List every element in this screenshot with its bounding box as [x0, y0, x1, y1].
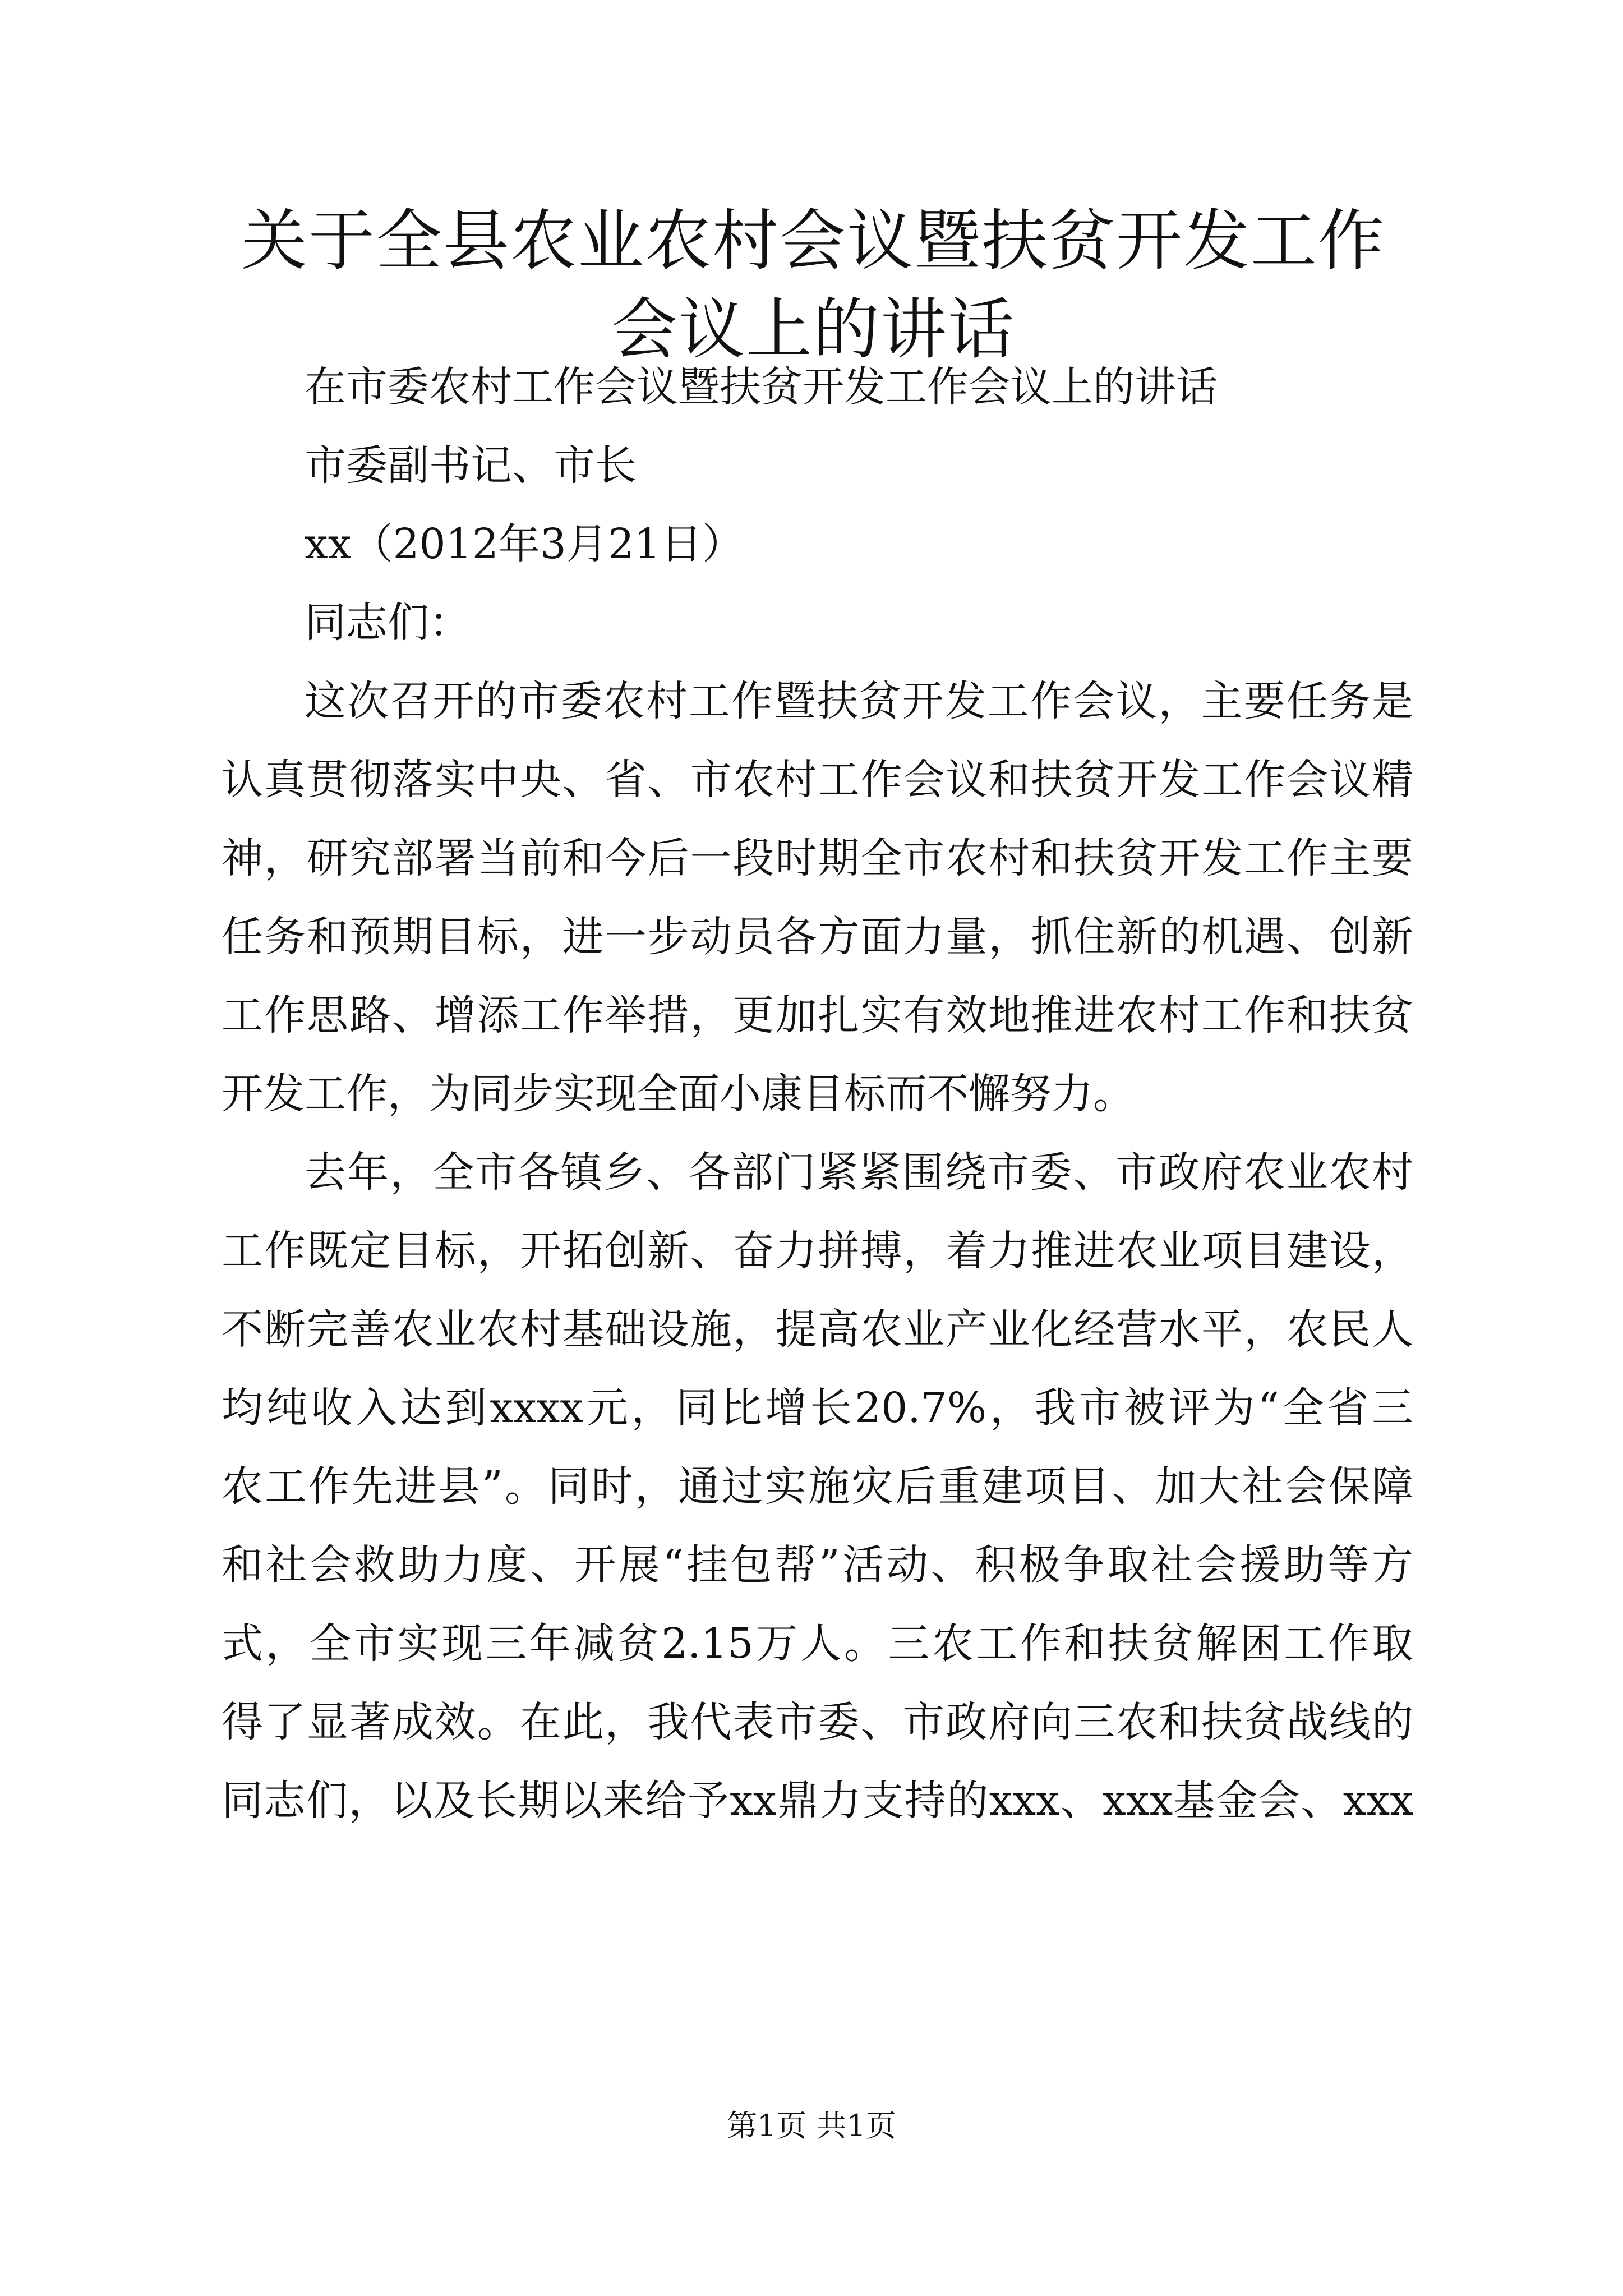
paragraph1-line: 开发工作，为同步实现全面小康目标而不懈努力。: [222, 1070, 1135, 1118]
paragraph2-line: 去年，全市各镇乡、各部门紧紧围绕市委、市政府农业农村: [305, 1148, 1413, 1197]
paragraph1-line: 任务和预期目标，进一步动员各方面力量，抓住新的机遇、创新: [222, 913, 1413, 961]
salutation: 同志们：: [305, 599, 471, 647]
speaker-title: 市委副书记、市长: [305, 441, 637, 490]
speech-heading: 在市委农村工作会议暨扶贫开发工作会议上的讲话: [305, 363, 1218, 411]
speaker-date: xx（2012年3月21日）: [305, 520, 744, 568]
paragraph2-line: 得了显著成效。在此，我代表市委、市政府向三农和扶贫战线的: [222, 1698, 1413, 1746]
paragraph2-line: 工作既定目标，开拓创新、奋力拼搏，着力推进农业项目建设，: [222, 1227, 1413, 1275]
paragraph1-line: 神，研究部署当前和今后一段时期全市农村和扶贫开发工作主要: [222, 834, 1413, 882]
paragraph2-line: 农工作先进县”。同时，通过实施灾后重建项目、加大社会保障: [222, 1462, 1413, 1511]
paragraph2-line: 和社会救助力度、开展“挂包帮”活动、积极争取社会援助等方: [222, 1541, 1413, 1589]
page-footer: 第1页 共1页: [727, 2108, 896, 2143]
document-body: [222, 348, 1413, 1840]
paragraph1-line: 工作思路、增添工作举措，更加扎实有效地推进农村工作和扶贫: [222, 991, 1413, 1039]
paragraph2-line: 同志们，以及长期以来给予xx鼎力支持的xxx、xxx基金会、xxx: [222, 1777, 1413, 1825]
paragraph2-line: 不断完善农业农村基础设施，提高农业产业化经营水平，农民人: [222, 1305, 1413, 1354]
paragraph1-line: 这次召开的市委农村工作暨扶贫开发工作会议，主要任务是: [305, 677, 1413, 725]
paragraph2-line: 式，全市实现三年减贫2.15万人。三农工作和扶贫解困工作取: [222, 1619, 1413, 1668]
paragraph1-line: 认真贯彻落实中央、省、市农村工作会议和扶贫开发工作会议精: [222, 756, 1413, 804]
document-title: 关于全县农业农村会议暨扶贫开发工作会议上的讲话: [241, 202, 1385, 368]
paragraph2-line: 均纯收入达到xxxx元，同比增长20.7%，我市被评为“全省三: [222, 1384, 1413, 1432]
